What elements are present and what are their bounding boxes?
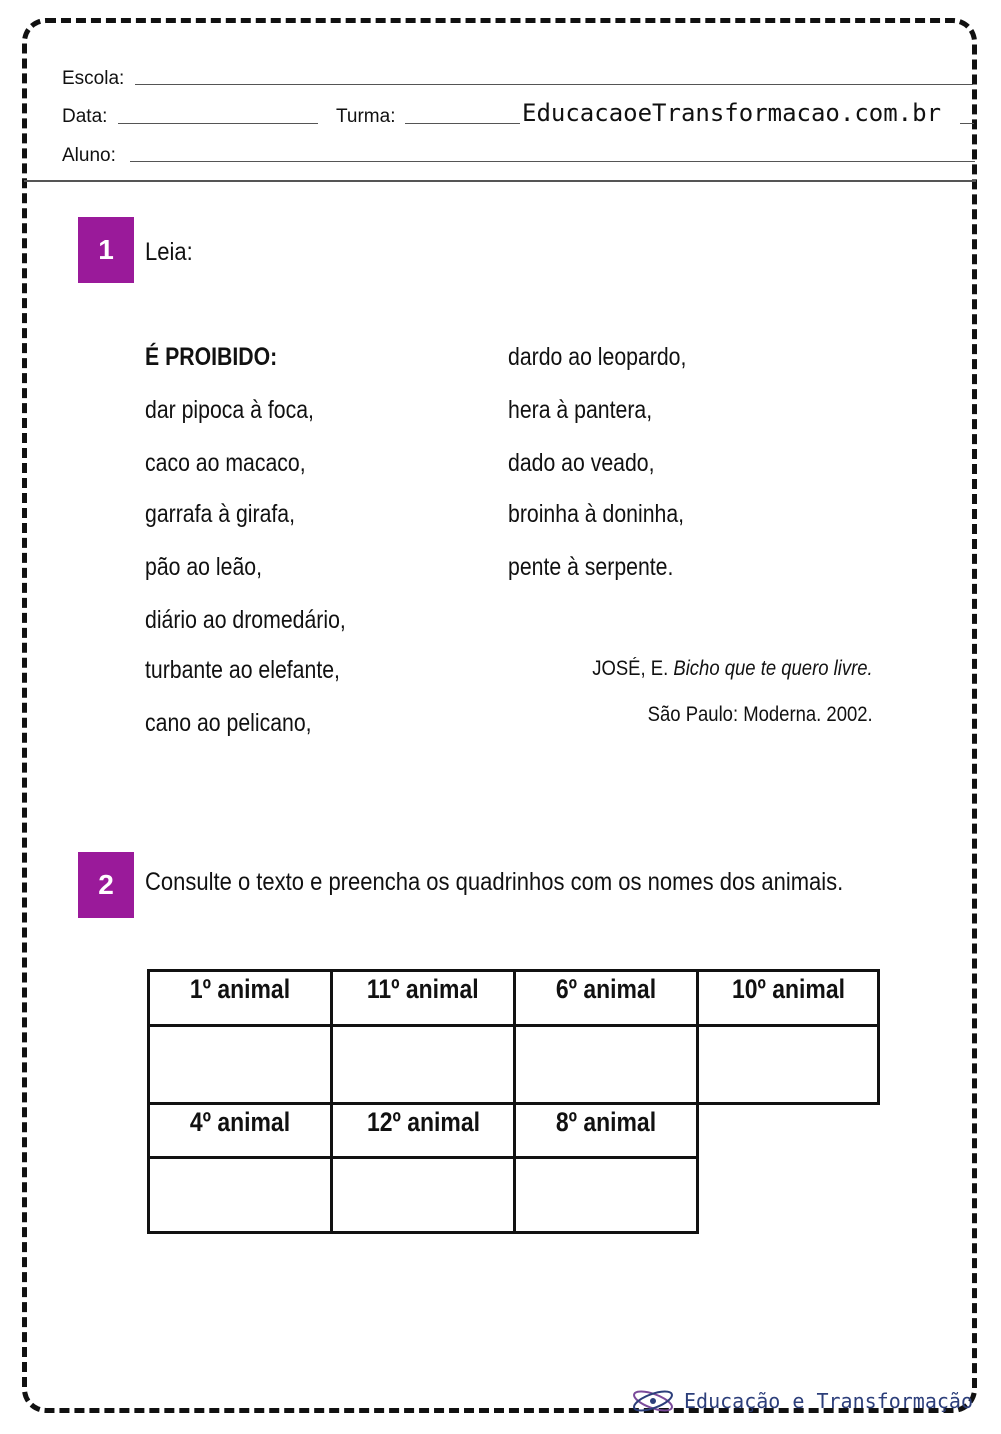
poem-line: dado ao veado, <box>508 449 655 477</box>
table-header-cell: 11º animal <box>330 969 516 1027</box>
answer-cell[interactable] <box>513 1024 699 1105</box>
student-label: Aluno: <box>62 145 116 166</box>
answer-cell[interactable] <box>147 1024 333 1105</box>
site-watermark: EducacaoeTransformacao.com.br <box>522 99 942 127</box>
poem-line: pão ao leão, <box>145 553 262 581</box>
poem-line: broinha à doninha, <box>508 500 685 528</box>
poem-line: caco ao macaco, <box>145 449 306 477</box>
answer-cell[interactable] <box>696 1024 880 1105</box>
table-header-cell: 12º animal <box>330 1102 516 1159</box>
poem-line: turbante ao elefante, <box>145 656 340 684</box>
table-header-cell: 6º animal <box>513 969 699 1027</box>
student-field[interactable] <box>130 161 975 162</box>
citation-author: JOSÉ, E. <box>592 657 674 680</box>
school-field[interactable] <box>135 84 973 85</box>
answer-cell[interactable] <box>513 1156 699 1234</box>
poem-line: hera à pantera, <box>508 396 653 424</box>
answer-cell[interactable] <box>147 1156 333 1234</box>
answer-cell[interactable] <box>330 1156 516 1234</box>
citation-line-1 <box>593 657 873 681</box>
atom-icon <box>630 1386 676 1416</box>
class-field[interactable] <box>405 123 520 124</box>
date-label: Data: <box>62 106 108 127</box>
poem-title: É PROIBIDO: <box>145 343 278 371</box>
date-field[interactable] <box>118 123 318 124</box>
school-label: Escola: <box>62 68 125 89</box>
question-1-number: 1 <box>78 217 134 283</box>
table-header-cell: 1º animal <box>147 969 333 1027</box>
question-1-prompt: Leia: <box>145 238 193 266</box>
class-field-end <box>960 123 974 124</box>
poem-line: cano ao pelicano, <box>145 709 312 737</box>
poem-line: pente à serpente. <box>508 553 674 581</box>
poem-line: dar pipoca à foca, <box>145 396 314 424</box>
header-divider <box>24 180 976 182</box>
question-2-number: 2 <box>78 852 134 918</box>
question-2-prompt: Consulte o texto e preencha os quadrinhos com os nomes dos animais. <box>145 868 844 896</box>
table-header-cell: 8º animal <box>513 1102 699 1159</box>
table-header-cell: 10º animal <box>696 969 880 1027</box>
class-label: Turma: <box>336 106 396 127</box>
citation-title: Bicho que te quero livre. <box>673 657 873 680</box>
logo-text: Educação e Transformação <box>684 1389 973 1413</box>
poem-line: dardo ao leopardo, <box>508 343 687 371</box>
table-header-cell: 4º animal <box>147 1102 333 1159</box>
poem-line: diário ao dromedário, <box>145 606 346 634</box>
footer-logo <box>630 1386 973 1416</box>
poem-line: garrafa à girafa, <box>145 500 296 528</box>
answer-cell[interactable] <box>330 1024 516 1105</box>
citation-publisher: São Paulo: Moderna. 2002. <box>647 703 873 726</box>
